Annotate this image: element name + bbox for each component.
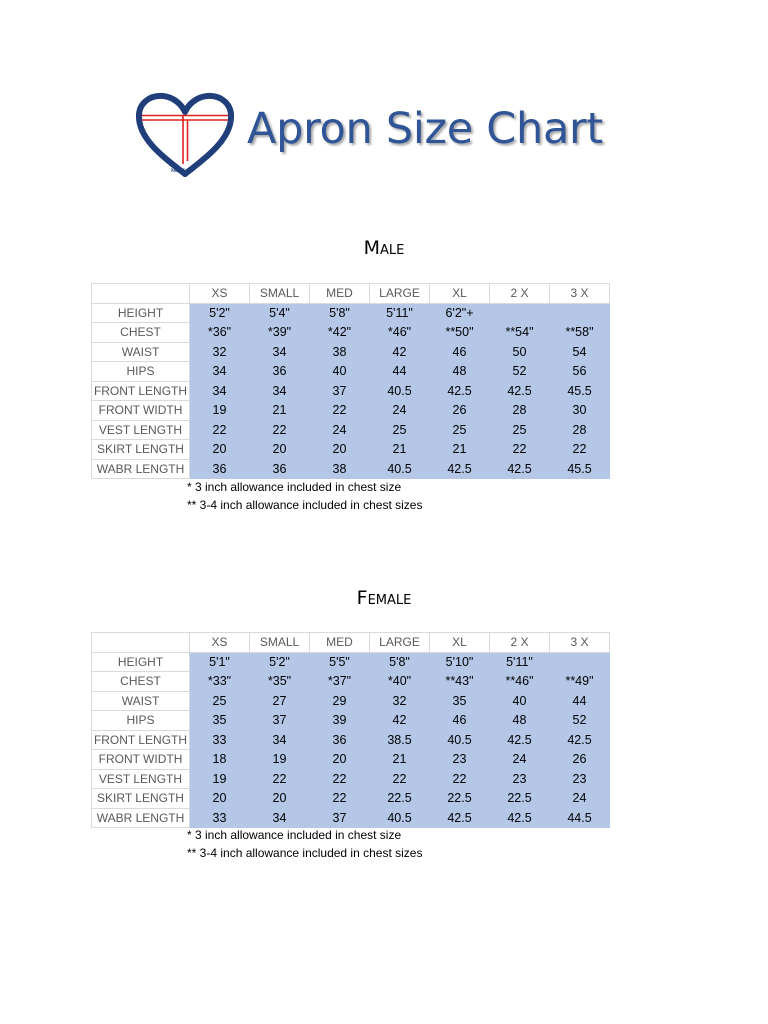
table-cell: 19 xyxy=(190,401,250,421)
table-cell: 21 xyxy=(430,440,490,460)
table-cell: 34 xyxy=(250,730,310,750)
table-cell: 42.5 xyxy=(430,808,490,828)
table-cell: 40.5 xyxy=(430,730,490,750)
table-row xyxy=(92,789,610,809)
table-cell: 48 xyxy=(490,711,550,731)
table-cell: 21 xyxy=(370,750,430,770)
table-cell: 24 xyxy=(310,420,370,440)
table-cell: 28 xyxy=(490,401,550,421)
row-label: SKIRT LENGTH xyxy=(92,440,190,460)
table-cell: 33 xyxy=(190,730,250,750)
table-cell: 24 xyxy=(370,401,430,421)
row-label: SKIRT LENGTH xyxy=(92,789,190,809)
table-cell: 34 xyxy=(250,808,310,828)
row-label: FRONT WIDTH xyxy=(92,401,190,421)
size-header: XS xyxy=(190,633,250,653)
table-cell: 27 xyxy=(250,691,310,711)
row-label: HIPS xyxy=(92,711,190,731)
row-label: FRONT WIDTH xyxy=(92,750,190,770)
size-header: 2 X xyxy=(490,284,550,304)
table-cell: **43" xyxy=(430,672,490,692)
table-cell: 42.5 xyxy=(430,381,490,401)
table-cell: 38.5 xyxy=(370,730,430,750)
corner-cell xyxy=(92,633,190,653)
table-cell: 45.5 xyxy=(550,381,610,401)
size-header: LARGE xyxy=(370,284,430,304)
table-cell: 22 xyxy=(310,789,370,809)
table-cell: 29 xyxy=(310,691,370,711)
table-row xyxy=(92,381,610,401)
table-cell: 28 xyxy=(550,420,610,440)
table-cell: 19 xyxy=(190,769,250,789)
table-cell: *40" xyxy=(370,672,430,692)
size-header: SMALL xyxy=(250,284,310,304)
table-cell: 54 xyxy=(550,342,610,362)
table-cell: 22 xyxy=(310,769,370,789)
table-cell: 37 xyxy=(310,381,370,401)
table-cell: 26 xyxy=(430,401,490,421)
table-cell: 42 xyxy=(370,342,430,362)
row-label: VEST LENGTH xyxy=(92,769,190,789)
table-cell: 20 xyxy=(250,789,310,809)
table-cell xyxy=(550,652,610,672)
table-cell: 22.5 xyxy=(490,789,550,809)
table-row xyxy=(92,652,610,672)
table-cell: 5'10" xyxy=(430,652,490,672)
table-cell: **49" xyxy=(550,672,610,692)
row-label: WAIST xyxy=(92,342,190,362)
table-cell: *42" xyxy=(310,323,370,343)
table-cell: 22 xyxy=(310,401,370,421)
table-cell: 22.5 xyxy=(370,789,430,809)
size-header: 3 X xyxy=(550,284,610,304)
table-cell: *46" xyxy=(370,323,430,343)
table-cell: 34 xyxy=(250,342,310,362)
table-cell: 5'2" xyxy=(190,303,250,323)
table-row xyxy=(92,401,610,421)
table-cell: 39 xyxy=(310,711,370,731)
table-cell: 38 xyxy=(310,342,370,362)
table-cell: 42.5 xyxy=(490,459,550,479)
table-cell: 22 xyxy=(550,440,610,460)
table-cell: 21 xyxy=(250,401,310,421)
table-cell: 22 xyxy=(250,769,310,789)
table-row xyxy=(92,323,610,343)
row-label: WABR LENGTH xyxy=(92,808,190,828)
table-cell: 25 xyxy=(190,691,250,711)
table-cell: 5'4" xyxy=(250,303,310,323)
table-row xyxy=(92,769,610,789)
table-cell: 20 xyxy=(190,789,250,809)
table-cell: 22 xyxy=(490,440,550,460)
footnote-chest-allowance: * 3 inch allowance included in chest size xyxy=(187,828,402,842)
table-cell: 5'1" xyxy=(190,652,250,672)
table-cell: *36" xyxy=(190,323,250,343)
size-header: MED xyxy=(310,633,370,653)
size-header: LARGE xyxy=(370,633,430,653)
table-cell: **46" xyxy=(490,672,550,692)
table-row xyxy=(92,440,610,460)
table-cell: 23 xyxy=(550,769,610,789)
table-cell: 19 xyxy=(250,750,310,770)
table-header-row xyxy=(92,633,610,653)
table-cell: 52 xyxy=(550,711,610,731)
table-cell: 36 xyxy=(310,730,370,750)
table-cell: 44 xyxy=(550,691,610,711)
table-cell: *39" xyxy=(250,323,310,343)
table-cell: 37 xyxy=(310,808,370,828)
table-cell: *37" xyxy=(310,672,370,692)
row-label: HEIGHT xyxy=(92,303,190,323)
table-cell: 42.5 xyxy=(490,381,550,401)
table-cell: 46 xyxy=(430,711,490,731)
size-header: 2 X xyxy=(490,633,550,653)
table-cell: 30 xyxy=(550,401,610,421)
table-row xyxy=(92,808,610,828)
table-cell: 36 xyxy=(250,459,310,479)
table-cell: 23 xyxy=(430,750,490,770)
table-cell: 20 xyxy=(310,750,370,770)
corner-cell xyxy=(92,284,190,304)
table-row xyxy=(92,459,610,479)
table-cell: 32 xyxy=(370,691,430,711)
size-header: XL xyxy=(430,633,490,653)
table-cell: 42.5 xyxy=(430,459,490,479)
male-size-table xyxy=(91,283,610,479)
row-label: HIPS xyxy=(92,362,190,382)
table-cell: 20 xyxy=(310,440,370,460)
row-label: FRONT LENGTH xyxy=(92,730,190,750)
row-label: HEIGHT xyxy=(92,652,190,672)
table-cell: 45.5 xyxy=(550,459,610,479)
table-cell: 24 xyxy=(490,750,550,770)
table-cell: 52 xyxy=(490,362,550,382)
table-cell: **58" xyxy=(550,323,610,343)
section-title-female: Female xyxy=(356,587,412,609)
table-cell: 40.5 xyxy=(370,381,430,401)
table-cell: 35 xyxy=(430,691,490,711)
size-header: XS xyxy=(190,284,250,304)
heart-cross-logo-icon xyxy=(139,96,231,174)
table-cell xyxy=(550,303,610,323)
size-header: SMALL xyxy=(250,633,310,653)
table-cell: 21 xyxy=(370,440,430,460)
table-row xyxy=(92,711,610,731)
table-row xyxy=(92,672,610,692)
table-cell: **54" xyxy=(490,323,550,343)
row-label: VEST LENGTH xyxy=(92,420,190,440)
footnote-chest-allowance-large: ** 3-4 inch allowance included in chest sizes xyxy=(187,846,423,860)
table-cell: 5'5" xyxy=(310,652,370,672)
table-cell: 34 xyxy=(190,362,250,382)
row-label: CHEST xyxy=(92,323,190,343)
female-size-table xyxy=(91,632,610,828)
medtach-logo xyxy=(134,92,236,178)
table-cell: 44.5 xyxy=(550,808,610,828)
table-cell: 33 xyxy=(190,808,250,828)
row-label: FRONT LENGTH xyxy=(92,381,190,401)
table-cell: 5'8" xyxy=(310,303,370,323)
table-cell: 48 xyxy=(430,362,490,382)
table-cell: 24 xyxy=(550,789,610,809)
table-cell: 22 xyxy=(250,420,310,440)
row-label: WAIST xyxy=(92,691,190,711)
table-cell: 32 xyxy=(190,342,250,362)
table-cell: 5'11" xyxy=(490,652,550,672)
table-header-row xyxy=(92,284,610,304)
table-cell: 40.5 xyxy=(370,808,430,828)
table-cell: 26 xyxy=(550,750,610,770)
table-row xyxy=(92,730,610,750)
table-row xyxy=(92,362,610,382)
table-cell: 42.5 xyxy=(490,730,550,750)
table-cell: 40.5 xyxy=(370,459,430,479)
footnote-chest-allowance: * 3 inch allowance included in chest size xyxy=(187,480,402,494)
table-cell: 22 xyxy=(430,769,490,789)
table-cell: 37 xyxy=(250,711,310,731)
table-row xyxy=(92,342,610,362)
table-cell: 36 xyxy=(190,459,250,479)
row-label: WABR LENGTH xyxy=(92,459,190,479)
size-header: MED xyxy=(310,284,370,304)
size-header: 3 X xyxy=(550,633,610,653)
table-cell: 22 xyxy=(370,769,430,789)
table-cell: 23 xyxy=(490,769,550,789)
table-cell: 50 xyxy=(490,342,550,362)
table-row xyxy=(92,750,610,770)
table-cell: 34 xyxy=(250,381,310,401)
table-row xyxy=(92,303,610,323)
page-title: Apron Size Chart xyxy=(247,104,603,154)
table-cell: *35" xyxy=(250,672,310,692)
table-cell: 44 xyxy=(370,362,430,382)
table-cell: 5'8" xyxy=(370,652,430,672)
table-cell xyxy=(490,303,550,323)
table-cell: 38 xyxy=(310,459,370,479)
table-cell: 56 xyxy=(550,362,610,382)
table-cell: 5'2" xyxy=(250,652,310,672)
table-cell: 42.5 xyxy=(550,730,610,750)
table-cell: 42 xyxy=(370,711,430,731)
table-cell: 42.5 xyxy=(490,808,550,828)
table-cell: 6'2"+ xyxy=(430,303,490,323)
table-cell: 34 xyxy=(190,381,250,401)
footnote-chest-allowance-large: ** 3-4 inch allowance included in chest sizes xyxy=(187,498,423,512)
table-cell: *33" xyxy=(190,672,250,692)
table-cell: 40 xyxy=(490,691,550,711)
table-cell: **50" xyxy=(430,323,490,343)
row-label: CHEST xyxy=(92,672,190,692)
logo-brand: MedTach xyxy=(170,168,194,174)
section-title-male: Male xyxy=(363,237,405,259)
table-cell: 46 xyxy=(430,342,490,362)
table-cell: 22.5 xyxy=(430,789,490,809)
table-row xyxy=(92,420,610,440)
table-cell: 25 xyxy=(370,420,430,440)
size-header: XL xyxy=(430,284,490,304)
table-cell: 20 xyxy=(190,440,250,460)
table-cell: 25 xyxy=(430,420,490,440)
table-cell: 22 xyxy=(190,420,250,440)
table-cell: 20 xyxy=(250,440,310,460)
table-cell: 18 xyxy=(190,750,250,770)
table-cell: 36 xyxy=(250,362,310,382)
table-cell: 5'11" xyxy=(370,303,430,323)
table-cell: 40 xyxy=(310,362,370,382)
table-cell: 35 xyxy=(190,711,250,731)
table-cell: 25 xyxy=(490,420,550,440)
table-row xyxy=(92,691,610,711)
